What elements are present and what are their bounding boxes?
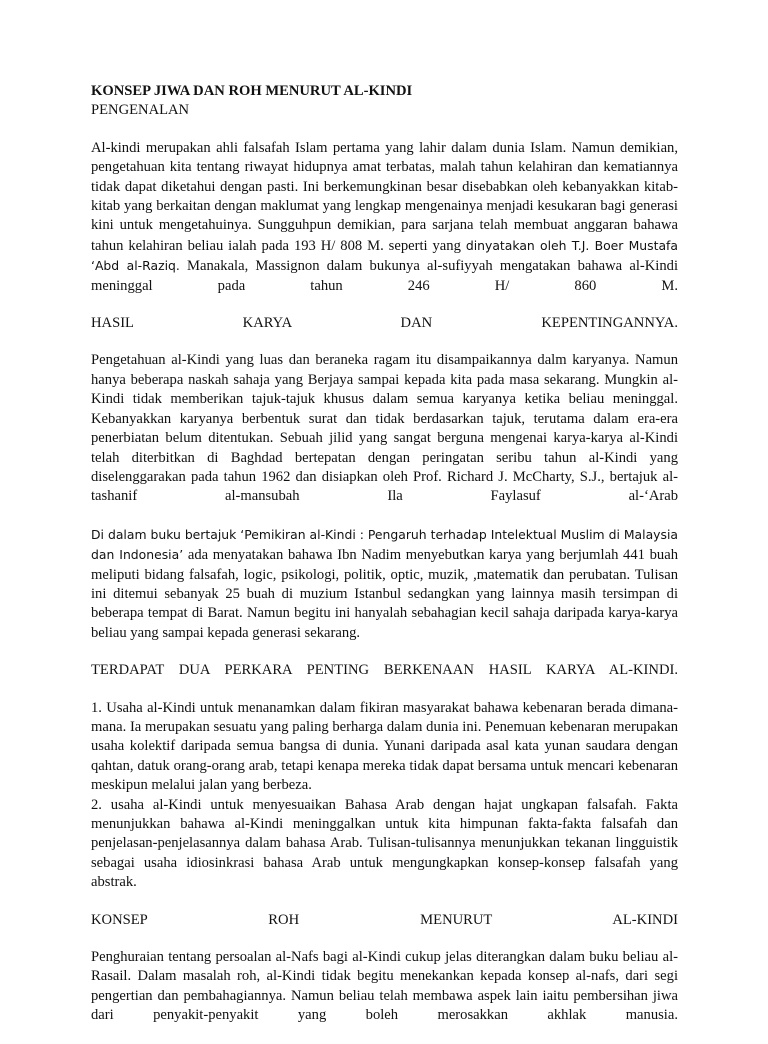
paragraph-buku-part2: ada menyatakan bahawa Ibn Nadim menyebutkan karya yang berjumlah 441 buah meliputi bidang falsafah, logic, psikologi, politik, optic, muzik, ,matematik dan perubatan. Tulisan ini ditemui sebanyak 25 buah di muzium Istanbul sedangkan yang lainnya masih tersimpan di beberapa tempat di Barat. Namun begitu ini hanyalah sebahagian kecil sahaja daripada karya-karya beliau yang sampai kepada generasi sekarang. <box>91 547 678 641</box>
paragraph-roh: Penghuraian tentang persoalan al-Nafs bagi al-Kindi cukup jelas diterangkan dalam buku beliau al-Rasail. Dalam masalah roh, al-Kindi tidak begitu menekankan kepada konsep al-nafs, dari segi pengertian dan pembahagiannya. Namun beliau telah membawa aspek lain iaitu pembersihan jiwa dari penyakit-penyakit yang boleh merosakkan akhlak manusia. <box>91 949 678 1024</box>
paragraph-intro-part1: Al-kindi merupakan ahli falsafah Islam pertama yang lahir dalam dunia Islam. Namun demikian, pengetahuan kita tentang riwayat hidupnya amat terbatas, malah tahun kelahiran dan kematiannya tidak dapat diketahui dengan pasti. Ini berkemungkinan besar disebabkan oleh kebanyakkan kitab-kitab yang berkaitan dengan maklumat yang lengkap mengenainya menjadi kesukaran bagi generasi kini untuk mengetahuinya. Sungguhpun demikian, para sarjana telah membuat anggaran bahawa tahun kelahiran beliau ialah pada 193 H/ 808 M. seperti yang <box>91 139 678 254</box>
list-item-1: 1. Usaha al-Kindi untuk menanamkan dalam fikiran masyarakat bahawa kebenaran berada dimana-mana. Ia merupakan sesuatu yang paling berharga dalam dunia ini. Penemuan kebenaran merupakan usaha kolektif daripada semua bangsa di dunia. Yunani daripada asal kata yunan saudara dengan qahtan, datuk orang-orang arab, tetapi kenapa mereka tidak dapat bersama untuk mencari kebenaran meskipun melalui jalan yang berbeza. <box>91 699 678 794</box>
paragraph-intro <box>91 139 678 296</box>
section-subtitle-pengenalan: PENGENALAN <box>91 102 190 119</box>
paragraph-intro-part2: dinyatakan oleh T.J. Boer Mustafa ‘Abd al-Raziq. <box>91 237 678 274</box>
document-title: KONSEP JIWA DAN ROH MENURUT AL-KINDI <box>91 83 413 99</box>
heading-hasil-karya: HASIL KARYA DAN KEPENTINGANNYA. <box>91 315 678 332</box>
document-page <box>91 82 678 1044</box>
paragraph-intro-part3: Manakala, Massignon dalam bukunya al-sufiyyah mengatakan bahawa al-Kindi meninggal pada tahun 246 H/ 860 M. <box>91 258 678 294</box>
list-item-2: 2. usaha al-Kindi untuk menyesuaikan Bahasa Arab dengan hajat ungkapan falsafah. Fakta menunjukkan bahawa al-Kindi meninggalkan untuk kita himpunan fakta-fakta falsafah dan penjelasan-penjelasannya dalam bahasa Arab. Tulisan-tulisannya menunjukkan tekanan lingguistik sebagai usaha idiosinkrasi bahasa Arab untuk mengungkapkan konsep-konsep falsafah yang abstrak. <box>91 796 678 891</box>
heading-dua-perkara: TERDAPAT DUA PERKARA PENTING BERKENAAN HASIL KARYA AL-KINDI. <box>91 662 678 679</box>
heading-konsep-roh: KONSEP ROH MENURUT AL-KINDI <box>91 911 678 928</box>
paragraph-buku-part1: Di dalam buku bertajuk ‘Pemikiran al-Kindi : Pengaruh terhadap Intelektual Muslim di Malaysia dan Indonesia’ <box>91 526 678 563</box>
paragraph-karya: Pengetahuan al-Kindi yang luas dan beraneka ragam itu disampaikannya dalm karyanya. Namun hanya beberapa naskah sahaja yang Berjaya sampai kepada kita pada masa sekarang. Mungkin al-Kindi tidak memberikan tajuk-tajuk khusus dalam semua karyanya ketika beliau meninggal. Kebanyakkan karyanya berbentuk surat dan tidak berdasarkan tajuk, terutama dalam era-era penerbiatan belum ditentukan. Sebuah jilid yang sangat berguna mengenai karya-karya al-Kindi telah diterbitkan di Baghdad bertepatan dengan peringatan seribu tahun al-Kindi yang diselenggarakan pada tahun 1962 dan disiapkan oleh Prof. Richard J. McCharty, S.J., bertajuk al-tashanif al-mansubah Ila Faylasuf al-‘Arab <box>91 352 678 505</box>
paragraph-buku <box>91 525 678 643</box>
